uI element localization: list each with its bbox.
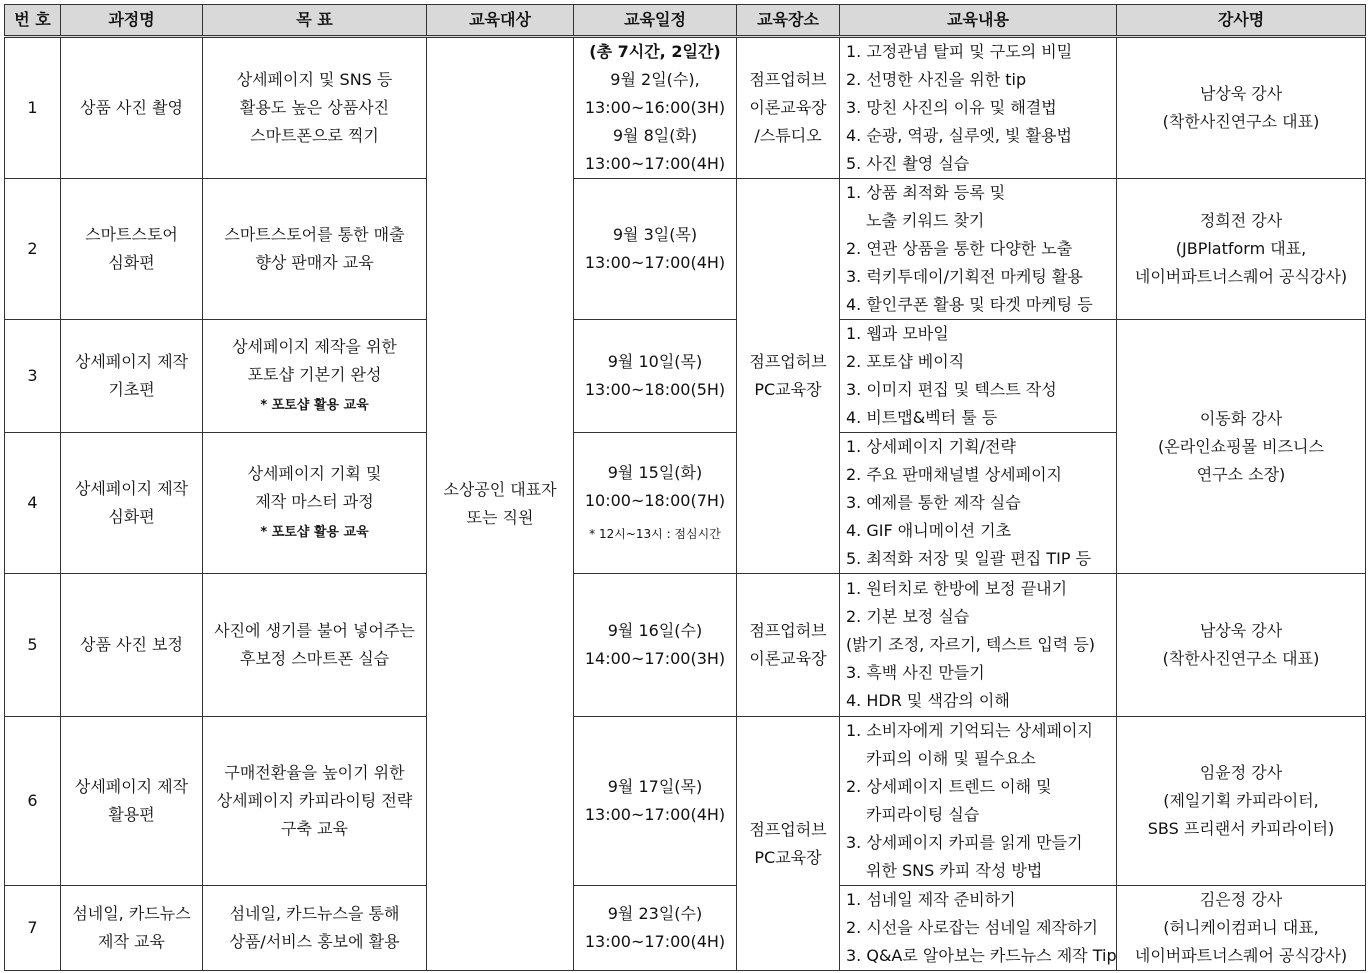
table-row [5,886,1366,971]
course-name: 상품 사진 촬영 [61,37,203,179]
course-name: 상세페이지 제작 활용편 [61,717,203,886]
course-goal: 스마트스토어를 통한 매출 향상 판매자 교육 [203,179,427,320]
row-number: 7 [5,886,61,971]
education-target: 소상공인 대표자 또는 직원 [427,37,574,971]
course-name: 상세페이지 제작 심화편 [61,433,203,574]
course-content: 1. 섬네일 제작 준비하기 2. 시선을 사로잡는 섬네일 제작하기 3. Q&A로 알아보는 카드뉴스 제작 Tip [840,886,1117,971]
row-number: 1 [5,37,61,179]
course-name: 상품 사진 보정 [61,574,203,717]
row-number: 4 [5,433,61,574]
row-number: 5 [5,574,61,717]
header-content: 교육내용 [840,5,1117,37]
course-instructor: 남상욱 강사 (착한사진연구소 대표) [1117,37,1366,179]
course-content: 1. 원터치로 한방에 보정 끝내기 2. 기본 보정 실습 (밝기 조정, 자르기, 텍스트 입력 등) 3. 흑백 사진 만들기 4. HDR 및 색감의 이해 [840,574,1117,717]
course-content: 1. 상품 최적화 등록 및 노출 키워드 찾기 2. 연관 상품을 통한 다양한 노출 3. 럭키투데이/기획전 마케팅 활용 4. 할인쿠폰 활용 및 타겟 마케팅 등 [840,179,1117,320]
course-instructor: 김은정 강사 (허니케이컴퍼니 대표, 네이버파트너스퀘어 공식강사) [1117,886,1366,971]
table-row [5,179,1366,320]
table-row [5,717,1366,886]
course-instructor: 남상욱 강사 (착한사진연구소 대표) [1117,574,1366,717]
course-schedule: 9월 23일(수) 13:00~17:00(4H) [574,886,737,971]
course-place: 점프업허브 PC교육장 [737,717,840,971]
goal-note: * 포토샵 활용 교육 [260,525,369,540]
table-row [5,37,1366,179]
header-place: 교육장소 [737,5,840,37]
course-place: 점프업허브 이론교육장 [737,574,840,717]
header-instructor: 강사명 [1117,5,1366,37]
course-name: 스마트스토어 심화편 [61,179,203,320]
education-schedule-table [4,4,1366,971]
table-row [5,320,1366,433]
course-schedule: 9월 17일(목) 13:00~17:00(4H) [574,717,737,886]
course-name: 상세페이지 제작 기초편 [61,320,203,433]
course-content: 1. 상세페이지 기획/전략 2. 주요 판매채널별 상세페이지 3. 예제를 통한 제작 실습 4. GIF 애니메이션 기초 5. 최적화 저장 및 일괄 편집 TIP 등 [840,433,1117,574]
header-course: 과정명 [61,5,203,37]
row-number: 3 [5,320,61,433]
course-name: 섬네일, 카드뉴스 제작 교육 [61,886,203,971]
course-goal: 상세페이지 제작을 위한 포토샵 기본기 완성 * 포토샵 활용 교육 [203,320,427,433]
course-content: 1. 웹과 모바일 2. 포토샵 베이직 3. 이미지 편집 및 텍스트 작성 4. 비트맵&벡터 툴 등 [840,320,1117,433]
course-schedule: 9월 15일(화) 10:00~18:00(7H) * 12시~13시 : 점심시간 [574,433,737,574]
course-schedule: 9월 3일(목) 13:00~17:00(4H) [574,179,737,320]
course-schedule: (총 7시간, 2일간) 9월 2일(수), 13:00~16:00(3H) 9월 8일(화) 13:00~17:00(4H) [574,37,737,179]
header-goal: 목 표 [203,5,427,37]
course-schedule: 9월 16일(수) 14:00~17:00(3H) [574,574,737,717]
course-goal: 상세페이지 기획 및 제작 마스터 과정 * 포토샵 활용 교육 [203,433,427,574]
row-number: 6 [5,717,61,886]
course-content: 1. 소비자에게 기억되는 상세페이지 카피의 이해 및 필수요소 2. 상세페이지 트렌드 이해 및 카피라이팅 실습 3. 상세페이지 카피를 읽게 만들기 위한 SNS 카피 작성 방법 [840,717,1117,886]
header-target: 교육대상 [427,5,574,37]
course-goal: 상세페이지 및 SNS 등 활용도 높은 상품사진 스마트폰으로 찍기 [203,37,427,179]
course-goal: 사진에 생기를 불어 넣어주는 후보정 스마트폰 실습 [203,574,427,717]
schedule-note: * 12시~13시 : 점심시간 [589,527,721,541]
goal-note: * 포토샵 활용 교육 [260,398,369,413]
course-goal: 구매전환율을 높이기 위한 상세페이지 카피라이팅 전략 구축 교육 [203,717,427,886]
row-number: 2 [5,179,61,320]
header-schedule: 교육일정 [574,5,737,37]
course-schedule: 9월 10일(목) 13:00~18:00(5H) [574,320,737,433]
header-row [5,5,1366,37]
table-row [5,574,1366,717]
header-no: 번 호 [5,5,61,37]
course-place: 점프업허브 이론교육장 /스튜디오 [737,37,840,179]
course-content: 1. 고정관념 탈피 및 구도의 비밀 2. 선명한 사진을 위한 tip 3. 망친 사진의 이유 및 해결법 4. 순광, 역광, 실루엣, 빛 활용법 5. 사진 촬영 실습 [840,37,1117,179]
course-instructor: 정희전 강사 (JBPlatform 대표, 네이버파트너스퀘어 공식강사) [1117,179,1366,320]
course-instructor: 임윤정 강사 (제일기획 카피라이터, SBS 프리랜서 카피라이터) [1117,717,1366,886]
course-instructor: 이동화 강사 (온라인쇼핑몰 비즈니스 연구소 소장) [1117,320,1366,574]
course-goal: 섬네일, 카드뉴스을 통해 상품/서비스 홍보에 활용 [203,886,427,971]
course-place: 점프업허브 PC교육장 [737,179,840,574]
